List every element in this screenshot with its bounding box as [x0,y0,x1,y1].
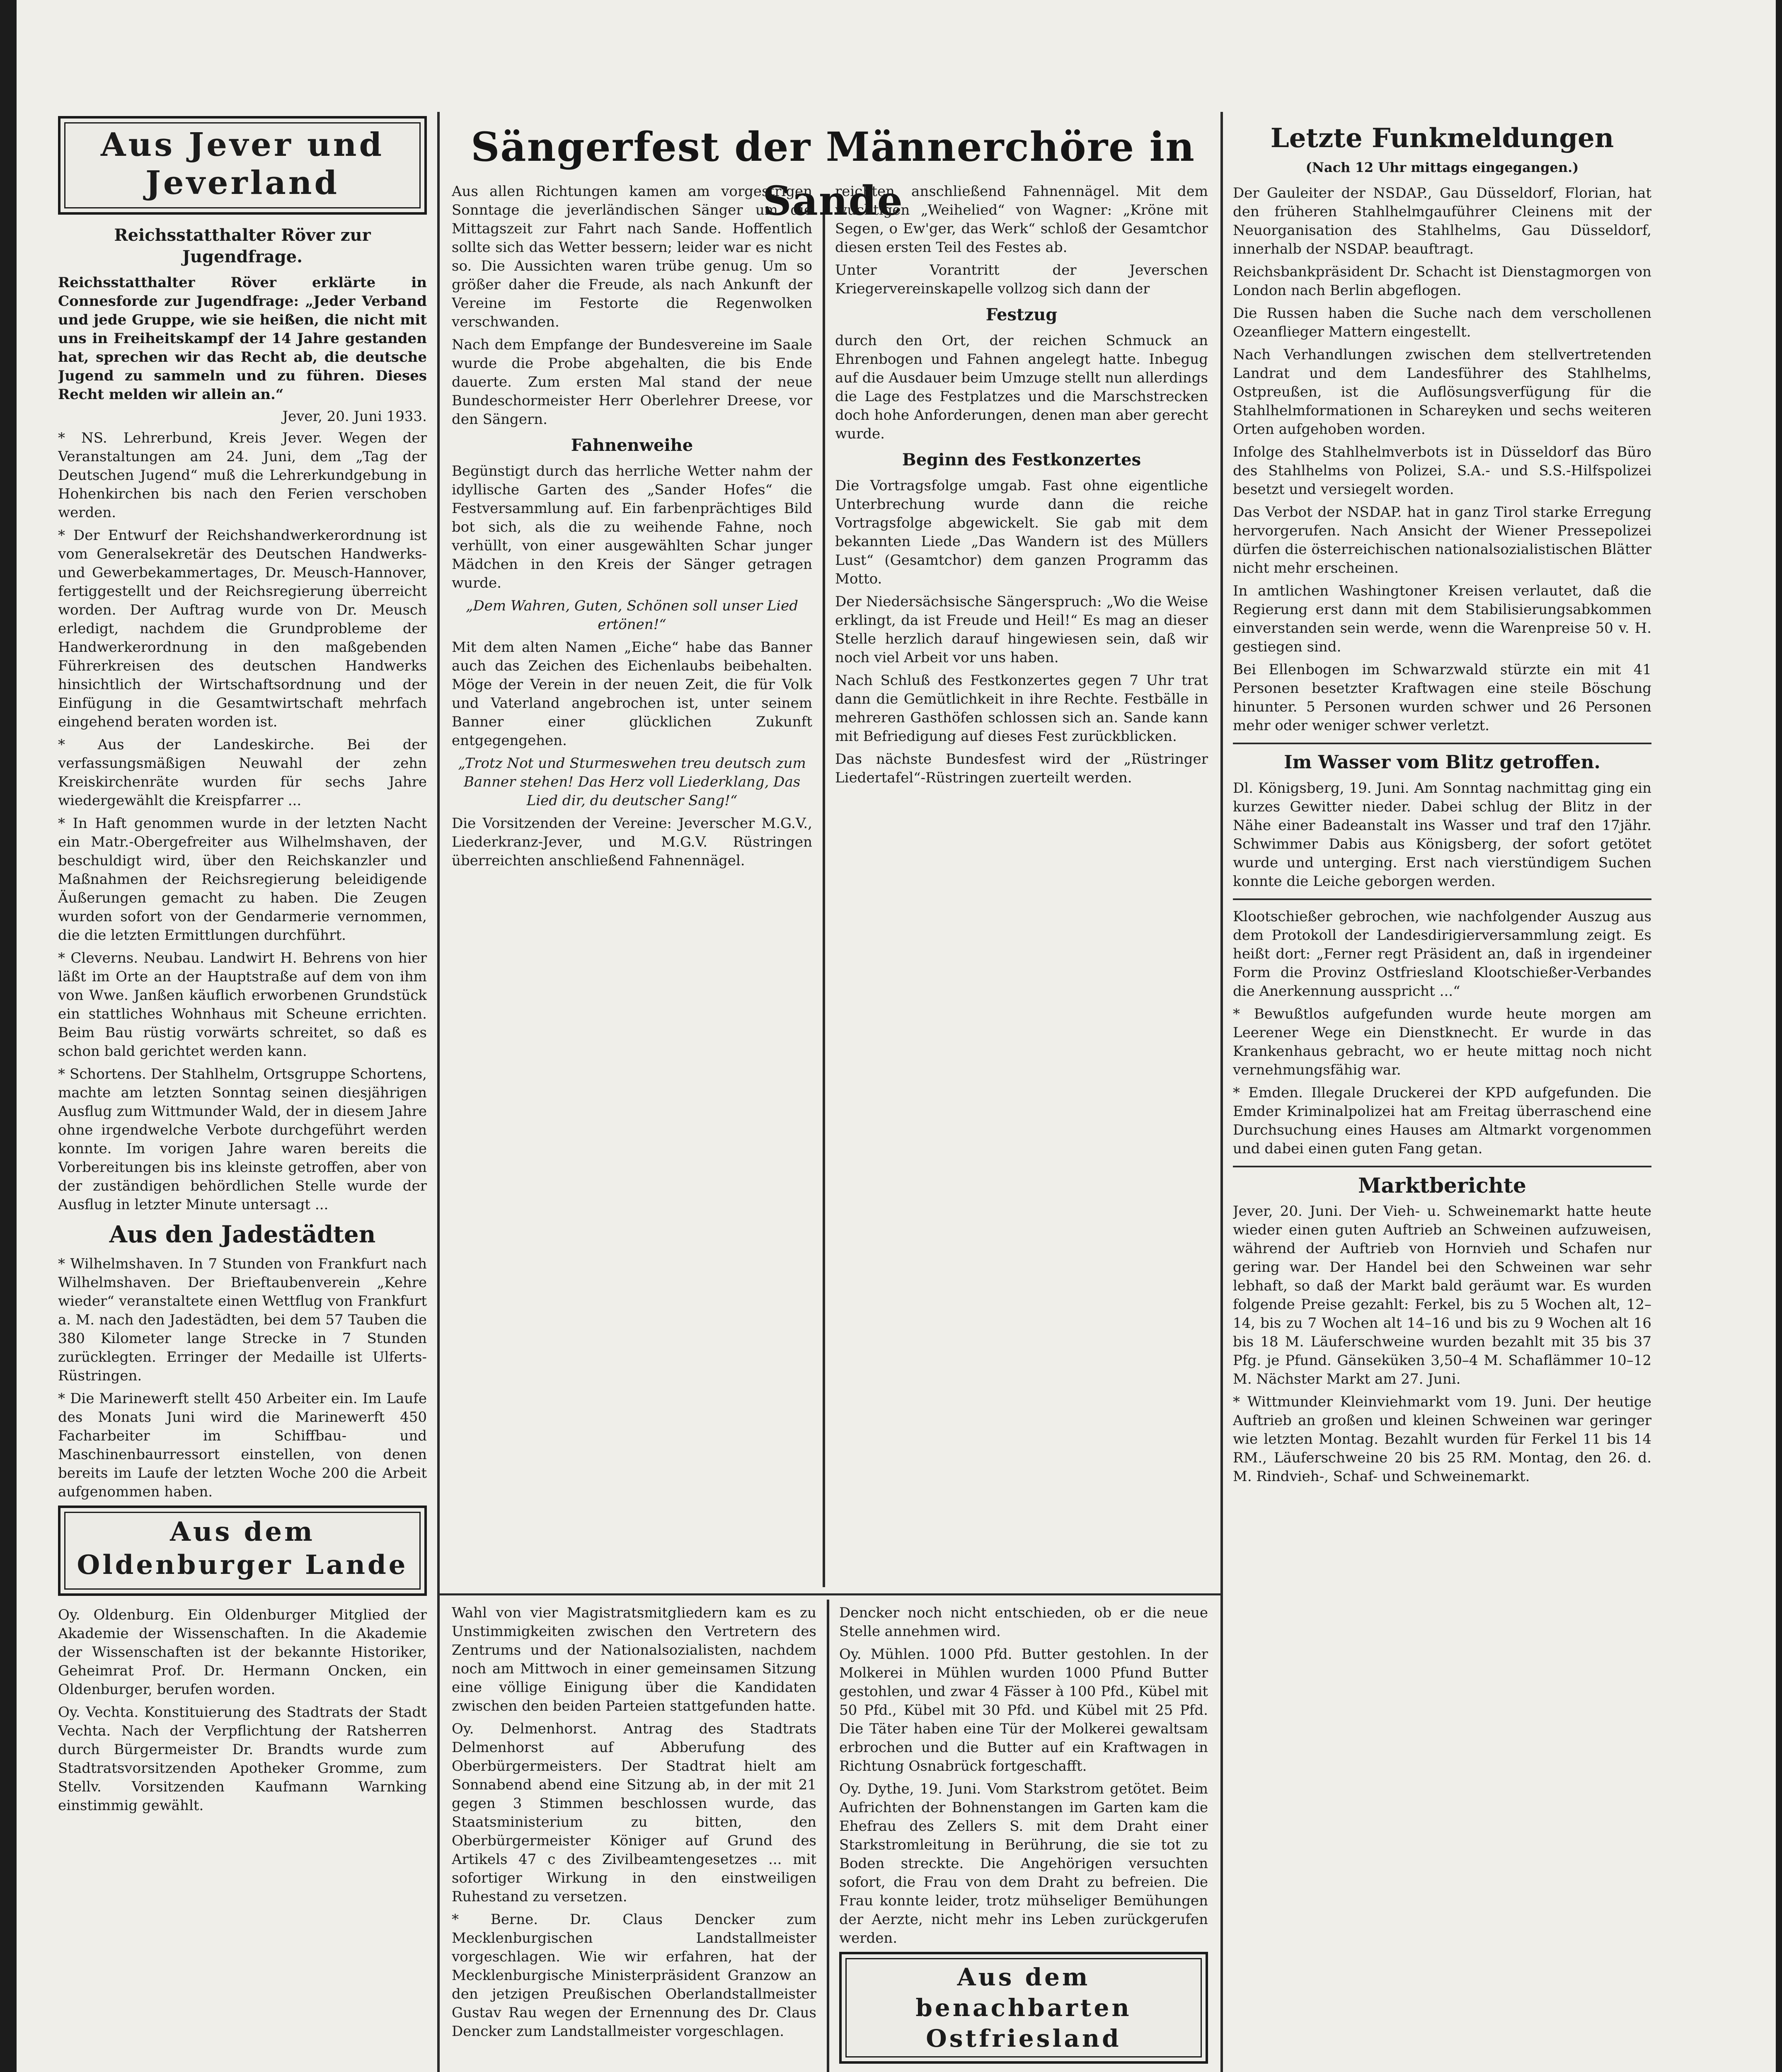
news-item: * Wilhelmshaven. In 7 Stunden von Frankfurt nach Wilhelmshaven. Der Brieftaubenverein „Kehre wieder“ veranstaltete einen Wettflug von Frankfurt a. M. nach den Jadestädten, bei dem 57 Tauben die 380 Kilometer lange Strecke in 7 Stunden zurücklegten. Erringer der Medaille ist Ulferts-Rüstringen. [58,1256,427,1384]
news-item: Oy. Oldenburg. Ein Oldenburger Mitglied der Akademie der Wissenschaften. In die Akademie der Wissenschaften ist der bekannte Historiker, Geheimrat Prof. Dr. Hermann Oncken, ein Oldenburger, berufen worden. [58,1607,427,1698]
news-item: Reichsbankpräsident Dr. Schacht ist Dienstagmorgen von London nach Berlin abgeflogen. [1233,264,1651,299]
news-item: * Die Marinewerft stellt 450 Arbeiter ein. Im Laufe des Monats Juni wird die Marinewerft 450 Facharbeiter im Schiffbau- und Maschinenbaurressort einstellen, von denen bereits im Laufe der letzten Woche 200 die Arbeit aufgenommen haben. [58,1390,427,1500]
news-item: Die Russen haben die Suche nach dem verschollenen Ozeanflieger Mattern eingestellt. [1233,305,1651,340]
news-item: * In Haft genommen wurde in der letzten Nacht ein Matr.-Obergefreiter aus Wilhelmshaven, der beschuldigt wird, über den Reichskanzler und Maßnahmen der Reichsregierung beleidigende Äußerungen gemacht zu haben. Die Zeugen wurden sofort von der Gendarmerie vernommen, die die letzten Ermittlungen durchführt. [58,815,427,944]
section-head-jade: Aus den Jadestädten [109,1221,376,1248]
news-item: * Wittmunder Kleinviehmarkt vom 19. Juni. Der heutige Auftrieb an großen und kleinen Schweinen war geringer wie letzten Montag. Bezahlt wurden für Ferkel 11 bis 14 RM., Läuferschweine 20 bis 25 RM. Montag, den 26. d. M. Rindvieh-, Schaf- und Schweinemarkt. [1233,1394,1651,1485]
section-head-oldenburg: Aus dem Oldenburger Lande [58,1506,427,1596]
news-item: Oy. Dythe, 19. Juni. Vom Starkstrom getötet. Beim Aufrichten der Bohnenstangen im Garten kam die Ehefrau des Zellers S. mit dem Draht einer Starkstromleitung in Berührung, die sie tot zu Boden streckte. Die Angehörigen versuchten sofort, die Frau von dem Draht zu befreien. Die Frau konnte leider, trotz mühseliger Bemühungen der Aerzte, nicht mehr ins Leben zurückgerufen werden. [839,1781,1208,1946]
divider [1233,1166,1651,1167]
news-item: Dl. Königsberg, 19. Juni. Am Sonntag nachmittag ging ein kurzes Gewitter nieder. Dabei schlug der Blitz in der Nähe einer Badeanstalt ins Wasser und traf den 17jähr. Schwimmer Dabis aus Königsberg, der sofort getötet wurde und unterging. Erst nach vierstündigem Suchen konnte die Leiche geborgen werden. [1233,780,1651,890]
column-rule [1220,112,1223,2072]
markt-head: Marktberichte [1358,1173,1526,1198]
poem-verse: „Dem Wahren, Guten, Schönen soll unser Lied ertönen!“ [465,598,799,633]
article-text: Aus allen Richtungen kamen am vorgestrigen Sonntage die jeverländischen Sänger um die Mittagszeit zur Fahrt nach Sande. Hoffentlich sollte sich das Wetter bessern; leider war es nicht so. Die Aussichten waren trübe genug. Um so größer daher die Freude, als nach Ankunft der Vereine im Festorte die Regenwolken verschwanden. [452,183,812,330]
subhead-festkonzert: Beginn des Festkonzertes [902,450,1141,470]
column-rule [823,195,825,1587]
right-column [1233,116,1651,2072]
center-column-a [452,182,812,1587]
article-text: Mit dem alten Namen „Eiche“ habe das Banner auch das Zeichen des Eichenlaubs beibehalten. Möge der Verein in der neuen Zeit, die für Volk und Vaterland angebrochen ist, unter seinem Banner einer glücklichen Zukunft entgegengehen. [452,639,812,749]
poem-verse: „Trotz Not und Sturmeswehen treu deutsch zum Banner stehen! Das Herz voll Liederklang, Das Lied dir, du deutscher Sang!“ [458,755,806,809]
newspaper-page [17,0,1776,2072]
dateline: Jever, 20. Juni 1933. [282,408,427,425]
news-item: Bei Ellenbogen im Schwarzwald stürzte ein mit 41 Personen besetzter Kraftwagen eine steile Böschung hinunter. 5 Personen wurden schwer und 26 Personen mehr oder weniger schwer verletzt. [1233,661,1651,734]
news-item: Oy. Delmenhorst. Antrag des Stadtrats Delmenhorst auf Abberufung des Oberbürgermeisters. Der Stadtrat hielt am Sonnabend abend eine Sitzung ab, in der mit 21 gegen 3 Stimmen beschlossen wurde, das Staatsministerium zu bitten, den Oberbürgermeister Königer auf Grund des Artikels 47 c des Zivilbeamtengesetzes ... mit sofortiger Wirkung in den einstweiligen Ruhestand zu versetzen. [452,1721,816,1905]
article-text: Begünstigt durch das herrliche Wetter nahm der idyllische Garten des „Sander Hofes“ die Festversammlung auf. Ein farbenprächtiges Bild bot sich, als die zu weihende Fahne, noch verhüllt, von einer ausgewählten Schar junger Mädchen in den Kreis der Sänger getragen wurde. [452,463,812,591]
article-text: Die Vorsitzenden der Vereine: Jeverscher M.G.V., Liederkranz-Jever, und M.G.V. Rüstringen überreichten anschließend Fahnennägel. [452,815,812,869]
article-text: Nach dem Empfange der Bundesvereine im Saale wurde die Probe abgehalten, die bis Ende dauerte. Zum ersten Mal stand der neue Bundeschormeister Herr Oberlehrer Dreese, vor den Sängern. [452,336,812,428]
news-item: Nach Verhandlungen zwischen dem stellvertretenden Landrat und dem Landesführer des Stahlhelms, Ostpreußen, ist die Auflösungsverfügung für die Stahlhelmformationen in Schareyken und sechs weiteren Orten aufgehoben worden. [1233,346,1651,438]
funkmeldungen-head: Letzte Funkmeldungen [1270,123,1614,154]
news-item: In amtlichen Washingtoner Kreisen verlautet, daß die Regierung erst dann mit dem Stabilisierungsabkommen einverstanden sein werde, wenn die Warenpreise 50 v. H. gestiegen sind. [1233,583,1651,655]
news-item: Infolge des Stahlhelmverbots ist in Düsseldorf das Büro des Stahlhelms von Polizei, S.A.- und S.S.-Hilfspolizei besetzt und versiegelt worden. [1233,444,1651,498]
news-item: Jever, 20. Juni. Der Vieh- u. Schweinemarkt hatte heute wieder einen guten Auftrieb an Schweinen aufzuweisen, während der Auftrieb von Hornvieh und Schafen nur gering war. Der Handel bei den Schweinen war sehr lebhaft, so daß der Markt bald geräumt war. Es wurden folgende Preise gezahlt: Ferkel, bis zu 5 Wochen alt, 12–14, bis zu 7 Wochen alt 14–16 und bis zu 9 Wochen alt 16 bis 18 M. Läuferschweine wurden bezahlt mit 35 bis 37 Pfg. je Pfund. Gänseküken 3,50–4 M. Schaflämmer 10–12 M. Nächster Markt am 27. Juni. [1233,1203,1651,1387]
section-head-ostfriesland: Aus dem benachbarten Ostfriesland [839,1952,1208,2064]
news-item: * Bewußtlos aufgefunden wurde heute morgen am Leerener Wege ein Dienstknecht. Er wurde in das Krankenhaus gebracht, wo er heute mittag noch nicht vernehmungsfähig war. [1233,1006,1651,1078]
article-text: Das nächste Bundesfest wird der „Rüstringer Liedertafel“-Rüstringen zuerteilt werden. [835,751,1208,786]
subhead-fahnenweihe: Fahnenweihe [571,436,693,455]
column-rule [827,1600,829,2072]
funkmeldungen-subhead: (Nach 12 Uhr mittags eingegangen.) [1305,160,1579,175]
article-head: Reichsstatthalter Röver zur Jugendfrage. [114,225,371,266]
divider [1233,743,1651,744]
news-item: Dencker noch nicht entschieden, ob er die neue Stelle annehmen wird. [839,1605,1208,1640]
center-column-b [835,182,1208,1587]
section-head-jever: Aus Jever und Jeverland [58,116,427,215]
news-item: * Berne. Dr. Claus Dencker zum Mecklenburgischen Landstallmeister vorgeschlagen. Wie wir erfahren, hat der Mecklenburgische Ministerpräsident Granzow an den jetzigen Preußischen Oberlandstallmeister Gustav Rau wegen der Ernennung des Dr. Claus Dencker zum Landstallmeister vorgeschlagen. [452,1911,816,2040]
news-item: * NS. Lehrerbund, Kreis Jever. Wegen der Veranstaltungen am 24. Juni, dem „Tag der Deutschen Jugend“ muß die Lehrerkundgebung in Hohenkirchen bis nach den Ferien verschoben werden. [58,430,427,521]
news-item: * Aus der Landeskirche. Bei der verfassungsmäßigen Neuwahl der zehn Kreiskirchenräte wurden für sechs Jahre wiedergewählt die Kreispfarrer ... [58,736,427,809]
blitz-head: Im Wasser vom Blitz getroffen. [1284,752,1600,773]
news-item: Oy. Vechta. Konstituierung des Stadtrats der Stadt Vechta. Nach der Verpflichtung der Ratsherren durch Bürgermeister Dr. Brandts wurde zum Stadtratsvorsitzenden Apotheker Gromme, zum Stellv. Vorsitzenden Kaufmann Warnking einstimmig gewählt. [58,1704,427,1814]
article-text: Unter Vorantritt der Jeverschen Kriegervereinskapelle vollzog sich dann der [835,262,1208,297]
news-item: Klootschießer gebrochen, wie nachfolgender Auszug aus dem Protokoll der Landesdirigierversammlung zeigt. Es heißt dort: „Ferner regt Präsident an, daß in irgendeiner Form die Provinz Ostfriesland Klootschießer-Verbandes die Anerkennung ausspricht ...“ [1233,908,1651,1000]
news-item: * Cleverns. Neubau. Landwirt H. Behrens von hier läßt im Orte an der Hauptstraße auf dem von ihm von Wwe. Janßen käuflich erworbenen Grundstück ein stattliches Wohnhaus mit Scheune errichten. Beim Bau rüstig vorwärts schreitet, so daß es schon bald gerichtet werden kann. [58,950,427,1060]
news-item: Der Gauleiter der NSDAP., Gau Düsseldorf, Florian, hat den früheren Stahlhelmgauführer Cleinens mit der Neuorganisation des Stahlhelms, Gau Düsseldorf, innerhalb der NSDAP. beauftragt. [1233,185,1651,257]
main-headline: Sängerfest der Männerchöre in Sande [471,123,1195,224]
news-item: Oy. Mühlen. 1000 Pfd. Butter gestohlen. In der Molkerei in Mühlen wurden 1000 Pfund Butter gestohlen, und zwar 4 Fässer à 100 Pfd., Kübel mit 50 Pfd., Kübel mit 30 Pfd. und Kübel mit 25 Pfd. Die Täter haben eine Tür der Molkerei gewaltsam erbrochen und die Butter auf ein Kraftwagen in Richtung Osnabrück fortgeschafft. [839,1646,1208,1774]
article-text: Der Niedersächsische Sängerspruch: „Wo die Weise erklingt, da ist Freude und Heil!“ Es mag an dieser Stelle herzlich darauf hingewiesen sein, daß wir noch viel Arbeit vor uns haben. [835,593,1208,666]
news-item: Wahl von vier Magistratsmitgliedern kam es zu Unstimmigkeiten zwischen den Vertretern des Zentrums und der Nationalsozialisten, nachdem noch am Mittwoch in einer gemeinsamen Sitzung eine völlige Einigung über die Kandidaten zwischen den beiden Parteien stattgefunden hatte. [452,1605,816,1714]
section-rule [439,1593,1220,1595]
article-text: Reichsstatthalter Röver erklärte in Connesforde zur Jugendfrage: „Jeder Verband und jede Gruppe, wie sie heißen, die nicht mit uns in Freiheitskampf der 14 Jahre gestanden hat, sprechen wir das Recht ab, die deutsche Jugend zu sammeln und zu führen. Dieses Recht melden wir allein an.“ [58,274,427,403]
lower-column-b [839,1604,1208,2072]
column-rule [437,112,440,2072]
article-text: Nach Schluß des Festkonzertes gegen 7 Uhr trat dann die Gemütlichkeit in ihre Rechte. Festbälle in mehreren Gasthöfen schlossen sich an. Sande kann mit Befriedigung auf dieses Fest zurückblicken. [835,672,1208,745]
article-text: Die Vortragsfolge umgab. Fast ohne eigentliche Unterbrechung wurde dann die reiche Vortragsfolge abgewickelt. Sie gab mit dem bekannten Liede „Das Wandern ist des Müllers Lust“ (Gesamtchor) dem ganzen Programm das Motto. [835,477,1208,587]
subhead-festzug: Festzug [985,305,1058,324]
news-item: * Schortens. Der Stahlhelm, Ortsgruppe Schortens, machte am letzten Sonntag seinen diesjährigen Ausflug zum Wittmunder Wald, der in diesem Jahre ohne irgendwelche Verbote durchgeführt werden konnte. Im vorigen Jahre waren bereits die Vorbereitungen bis ins kleinste getroffen, aber von der zuständigen behördlichen Stelle wurde der Ausflug in letzter Minute untersagt ... [58,1066,427,1213]
left-column [58,116,427,2072]
news-item: Das Verbot der NSDAP. hat in ganz Tirol starke Erregung hervorgerufen. Nach Ansicht der Wiener Pressepolizei dürfen die österreichischen nationalsozialistischen Blätter nicht mehr erscheinen. [1233,504,1651,576]
news-item: * Der Entwurf der Reichshandwerkerordnung ist vom Generalsekretär des Deutschen Handwerks- und Gewerbekammertages, Dr. Meusch-Hannover, fertiggestellt und der Reichsregierung überreicht worden. Der Auftrag wurde von Dr. Meusch erledigt, nachdem die Grundprobleme der Handwerkerordnung in den maßgebenden Führerkreisen des deutschen Handwerks hinsichtlich der Wirtschaftsordnung und der Einfügung in die Gesamtwirtschaft mehrfach eingehend beraten worden ist. [58,527,427,730]
lower-column-a [452,1604,816,2072]
news-item: * Emden. Illegale Druckerei der KPD aufgefunden. Die Emder Kriminalpolizei hat am Freitag überraschend eine Durchsuchung eines Hauses am Altmarkt vorgenommen und dabei einen guten Fang getan. [1233,1084,1651,1157]
article-text: reichten anschließend Fahnennägel. Mit dem wuchtigen „Weihelied“ von Wagner: „Kröne mit Segen, o Ew'ger, das Werk“ schloß der Gesamtchor diesen ersten Teil des Festes ab. [835,183,1208,256]
article-text: durch den Ort, der reichen Schmuck an Ehrenbogen und Fahnen angelegt hatte. Inbegug auf die Ausdauer beim Umzuge stellt nun allerdings die Lage des Festplatzes und die Marschstrecken doch hohe Anforderungen, denen man aber gerecht wurde. [835,332,1208,442]
divider [1233,898,1651,900]
